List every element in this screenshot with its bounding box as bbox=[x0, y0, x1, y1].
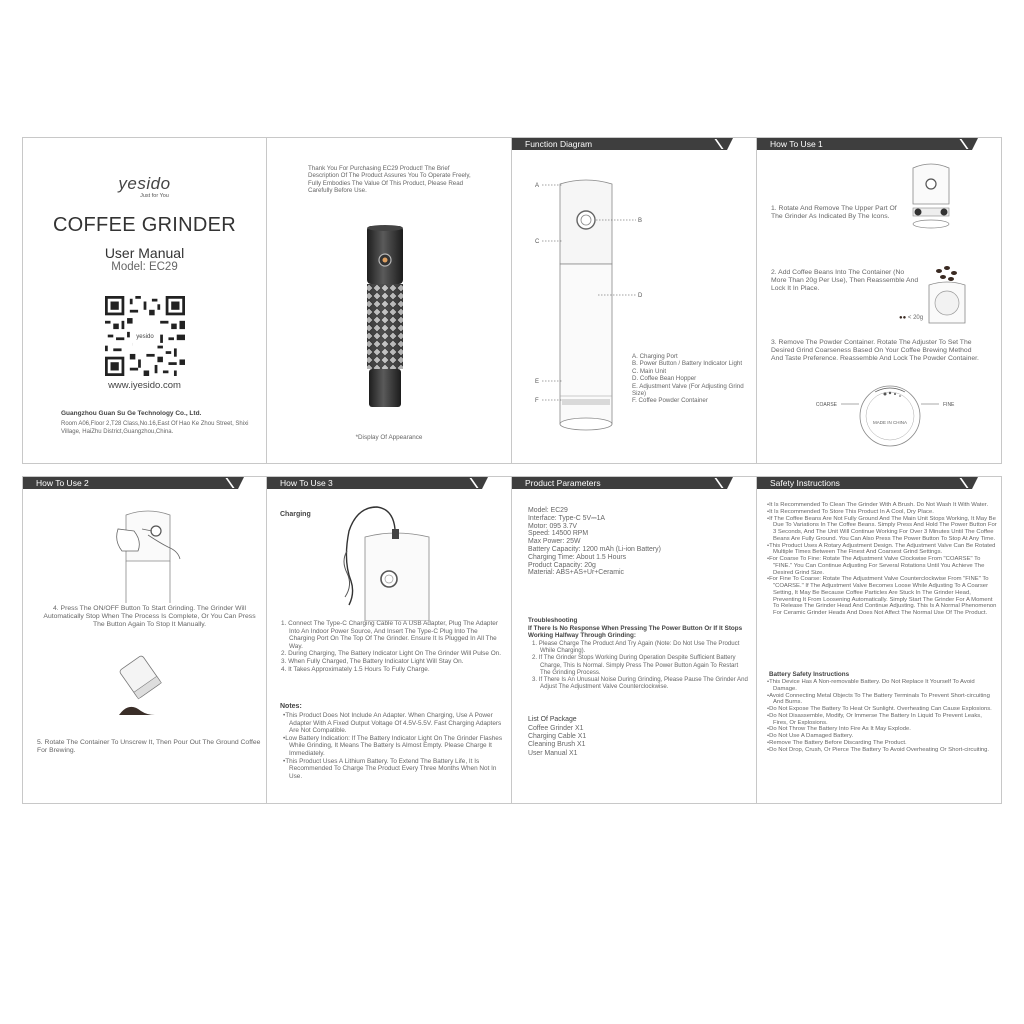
list-item: 2. During Charging, The Battery Indicator Light On The Grinder Will Pulse On. bbox=[281, 650, 501, 658]
cover-panel bbox=[22, 137, 267, 464]
beans-icon: ●● bbox=[899, 315, 907, 321]
list-item: • For Coarse To Fine: Rotate The Adjustment Valve Clockwise From "COARSE" To "FINE." You Can Continue Adjusting For Several Rotations Until You Achieve The Desired Grind Size. bbox=[767, 556, 997, 576]
list-item: Battery Capacity: 1200 mAh (Li-ion Battery) bbox=[528, 545, 661, 553]
safety-list bbox=[767, 502, 997, 617]
list-item: • Avoid Connecting Metal Objects To The Battery Terminals To Prevent Short-circuiting And Burns. bbox=[767, 693, 997, 707]
bean-limit-label: ●● < 20g bbox=[899, 315, 924, 321]
list-item: Cleaning Brush X1 bbox=[528, 741, 586, 749]
svg-text:MADE IN CHINA: MADE IN CHINA bbox=[872, 420, 908, 425]
marker-f: F bbox=[535, 398, 539, 404]
intro-panel bbox=[266, 137, 512, 464]
coarse-label: COARSE bbox=[815, 402, 837, 408]
list-item: 4. It Takes Approximately 1.5 Hours To Fully Charge. bbox=[281, 665, 430, 673]
list-item: Motor: 095 3.7V bbox=[528, 522, 578, 530]
list-item: • For Fine To Coarse: Rotate The Adjustment Valve Counterclockwise From "FINE" To "COARSE." If The Adjustment Valve Becomes Loose While Adjusting To A Coarser Setting, It May Be Because Coffee Particles Are Stuck In The Grinder Head, Preventing It From Loosening Automatically. Simply Start The Grinder For A Moment To Release The Grinder Head And Continue Adjusting. This Is A Normal Phenomenon For Ceramic Grinder Heads And Does Not Affect The Normal Use Of The Product. bbox=[767, 576, 997, 617]
legend-item: A. Charging Port bbox=[632, 353, 678, 360]
list-item: • Do Not Expose The Battery To Heat Or Sunlight. Overheating Can Cause Explosions. bbox=[767, 706, 997, 713]
legend-item: B. Power Button / Battery Indicator Light bbox=[632, 360, 743, 368]
step-5-text: 5. Rotate The Container To Unscrew It, Then Pour Out The Ground Coffee For Brewing. bbox=[37, 739, 261, 755]
list-item: • This Product Uses A Rotary Adjustment Design. The Adjustment Valve Can Be Rotated Multiple Times Between The Finest And Coarsest Grind Settings. bbox=[767, 543, 997, 557]
how-to-use-3-panel bbox=[266, 476, 512, 804]
list-item: 3. When Fully Charged, The Battery Indicator Light Will Stay On. bbox=[281, 657, 464, 665]
website-url: www.iyesido.com bbox=[108, 380, 181, 391]
legend-item: C. Main Unit bbox=[632, 367, 667, 375]
list-item: Model: EC29 bbox=[528, 507, 568, 514]
step-3-text: 3. Remove The Powder Container. Rotate The Adjuster To Set The Desired Grind Coarseness Based On Your Coffee Brewing Method And Taste Preference. Reassemble And Lock The Powder Container. bbox=[771, 339, 979, 363]
parameters-list bbox=[528, 507, 748, 577]
qr-code-icon bbox=[105, 296, 185, 376]
list-item: 2. If The Grinder Stops Working During Operation Despite Sufficient Battery Charge, This Is Normal. Simply Press The Power Button Again To Restart The Grinding Process. bbox=[532, 654, 739, 676]
grinder-product-image bbox=[361, 224, 409, 410]
intro-text: Thank You For Purchasing EC29 Product! The Brief Description Of The Product Assures You To Operate Freely, Fully Embodies The Value Of This Product, Please Read Carefully Before Use. bbox=[308, 165, 471, 195]
troubleshooting-title: Troubleshooting bbox=[528, 617, 578, 624]
list-item: • Remove The Battery Before Discarding The Product. bbox=[767, 740, 997, 747]
grinder-top-removal-illustration bbox=[905, 160, 957, 238]
notes-list bbox=[283, 712, 505, 780]
step-2-text: 2. Add Coffee Beans Into The Container (No More Than 20g Per Use), Then Reassemble And Lock It In Place. bbox=[771, 269, 919, 293]
list-item: Charging Cable X1 bbox=[528, 733, 587, 741]
list-item: Charging Time: About 1.5 Hours bbox=[528, 553, 627, 561]
step-1-text: 1. Rotate And Remove The Upper Part Of The Grinder As Indicated By The Icons. bbox=[771, 205, 897, 221]
battery-safety-title: Battery Safety Instructions bbox=[769, 671, 850, 678]
battery-safety-list bbox=[767, 679, 997, 753]
grind-adjuster-dial-illustration bbox=[815, 378, 965, 458]
company-address: Room A06,Floor 2,T28 Class,No.16,East Of Hao Ke Zhou Street, Shixi Village, HaiZhu District,Guangzhou,China. bbox=[61, 421, 249, 435]
function-legend bbox=[632, 353, 752, 405]
model-number: Model: EC29 bbox=[111, 261, 178, 273]
list-item: 3. If There Is An Unusual Noise During Grinding, Please Pause The Grinder And Adjust The Adjustment Valve Counterclockwise. bbox=[532, 676, 748, 691]
legend-item: F. Coffee Powder Container bbox=[632, 397, 708, 405]
legend-item: D. Coffee Bean Hopper bbox=[632, 375, 697, 383]
troubleshooting-list bbox=[532, 640, 748, 690]
list-item: Coffee Grinder X1 bbox=[528, 725, 584, 732]
list-item: Interface: Type-C 5V⎓1A bbox=[528, 514, 605, 522]
fine-label: FINE bbox=[943, 402, 955, 408]
function-diagram-panel bbox=[511, 137, 757, 464]
product-parameters-panel bbox=[511, 476, 757, 804]
brand-logo: yesido bbox=[118, 174, 171, 193]
list-item: • If The Coffee Beans Are Not Fully Ground And The Main Unit Stops Working, It May Be Due To Variations In The Coffee Beans. Simply Press And Hold The Power Button For 3 Seconds, And The Unit Will Continue Working For Over 3 Minutes Until The Coffee Beans Are Fully Ground. You Can Also Press The Power Button To Stop At Any Time. bbox=[767, 516, 997, 543]
safety-instructions-panel bbox=[756, 476, 1002, 804]
list-item: • Do Not Drop, Crush, Or Pierce The Battery To Avoid Overheating Or Short-circuiting. bbox=[767, 747, 997, 754]
list-item: • This Product Does Not Include An Adapter. When Charging, Use A Power Adapter With A Fixed Output Voltage Of 4.5V-5.5V. Fast Charging Adapters Are Not Compatible. bbox=[283, 712, 505, 735]
how-to-use-1-header: How To Use 1 bbox=[757, 138, 972, 150]
notes-title: Notes: bbox=[280, 703, 302, 710]
list-item: Material: ABS+AS+Ur+Ceramic bbox=[528, 569, 624, 577]
appearance-caption: *Display Of Appearance bbox=[355, 434, 423, 441]
list-item: • Do Not Disassemble, Modify, Or Immerse The Battery In Liquid To Prevent Leaks, Fires, Or Explosions. bbox=[767, 713, 997, 727]
pour-coffee-illustration bbox=[107, 655, 179, 719]
how-to-use-2-header: How To Use 2 bbox=[23, 477, 238, 489]
list-item: • Do Not Use A Damaged Battery. bbox=[767, 733, 997, 740]
list-item: • This Device Has A Non-removable Battery. Do Not Replace It Yourself To Avoid Damage. bbox=[767, 679, 997, 693]
list-item: Speed: 14500 RPM bbox=[528, 530, 589, 538]
package-list bbox=[528, 725, 586, 758]
step-4-text: 4. Press The ON/OFF Button To Start Grinding. The Grinder Will Automatically Stop When The Process Is Complete, Or You Can Press The Button Again To Stop It Manually. bbox=[43, 605, 256, 629]
list-item: • Do Not Throw The Battery Into Fire As It May Explode. bbox=[767, 726, 997, 733]
list-item: • It Is Recommended To Clean The Grinder With A Brush. Do Not Wash It With Water. bbox=[767, 502, 997, 509]
marker-a: A bbox=[535, 183, 540, 189]
marker-b: B bbox=[638, 218, 643, 224]
marker-e: E bbox=[535, 379, 540, 385]
company-name: Guangzhou Guan Su Ge Technology Co., Ltd. bbox=[61, 410, 202, 417]
marker-d: D bbox=[638, 293, 643, 299]
how-to-use-2-panel bbox=[22, 476, 267, 804]
charging-title: Charging bbox=[280, 511, 311, 518]
add-beans-illustration bbox=[921, 263, 973, 327]
list-item: • This Product Uses A Lithium Battery. To Extend The Battery Life, It Is Recommended To Charge The Product Every Three Months When Not In Use. bbox=[283, 758, 505, 781]
how-to-use-1-panel bbox=[756, 137, 1002, 464]
safety-instructions-header: Safety Instructions bbox=[757, 477, 972, 489]
list-item: • Low Battery Indication: If The Battery Indicator Light On The Grinder Flashes While Grinding, It Means The Battery Is Almost Empty. Please Charge It Immediately. bbox=[283, 735, 505, 758]
how-to-use-3-header: How To Use 3 bbox=[267, 477, 482, 489]
brand-tagline: Just for You bbox=[140, 193, 169, 199]
legend-item: E. Adjustment Valve (For Adjusting Grind Size) bbox=[632, 382, 744, 398]
list-item: User Manual X1 bbox=[528, 749, 578, 757]
troubleshooting-heading bbox=[528, 617, 753, 640]
product-parameters-header: Product Parameters bbox=[512, 477, 727, 489]
marker-c: C bbox=[535, 239, 540, 245]
troubleshooting-subtitle: If There Is No Response When Pressing The Power Button Or If It Stops Working Halfway Through Grinding: bbox=[528, 624, 743, 639]
charging-steps bbox=[281, 620, 503, 673]
manual-title: COFFEE GRINDER bbox=[52, 214, 237, 236]
charging-illustration bbox=[337, 501, 437, 621]
manual-subtitle: User Manual bbox=[104, 245, 185, 261]
list-item: Max Power: 25W bbox=[528, 538, 581, 546]
function-diagram-header: Function Diagram bbox=[512, 138, 727, 150]
list-item: 1. Connect The Type-C Charging Cable To A USB Adapter, Plug The Adapter Into An Indoor Power Source, And Insert The Type-C Plug Into The Charging Port On The Top Of The Grinder. Ensure It Is Plugged In All The Way. bbox=[281, 620, 498, 650]
package-title: List Of Package bbox=[528, 716, 577, 723]
press-button-illustration bbox=[108, 501, 188, 603]
list-item: Product Capacity: 20g bbox=[528, 561, 596, 569]
list-item: 1. Please Charge The Product And Try Again (Note: Do Not Use The Product While Charging). bbox=[532, 640, 740, 655]
svg-text:yesido: yesido bbox=[136, 334, 154, 341]
list-item: • It Is Recommended To Store This Product In A Cool, Dry Place. bbox=[767, 509, 997, 516]
